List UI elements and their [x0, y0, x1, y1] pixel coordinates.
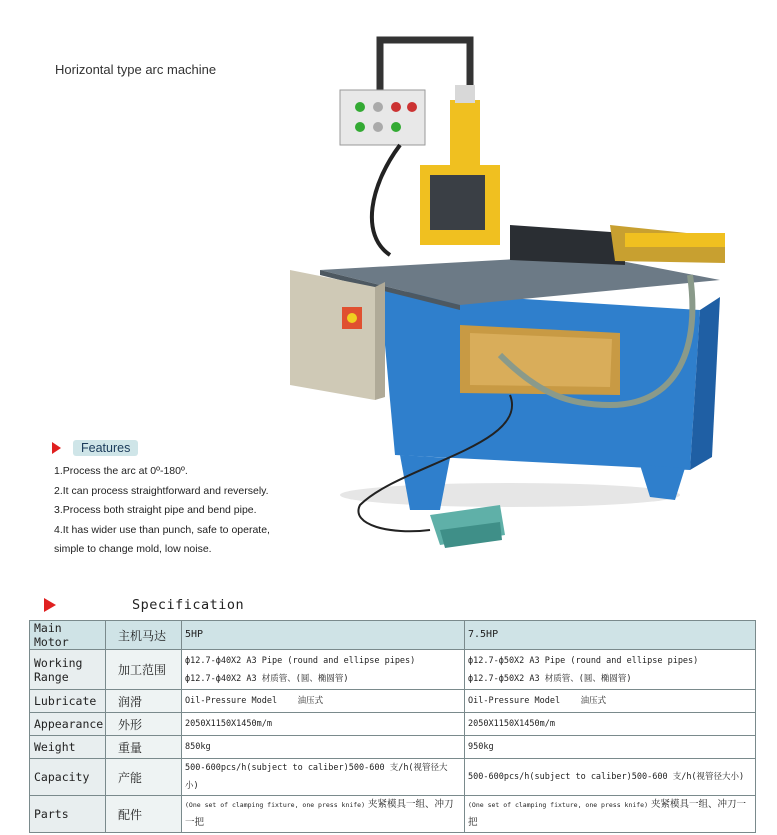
play-arrow-icon — [44, 598, 56, 612]
spec-label-en: Appearance — [30, 713, 106, 736]
specification-table — [29, 620, 756, 833]
spec-parts-cn: 夹紧模具一组、冲刀一把 — [468, 799, 747, 828]
spec-value-model-2: 2050X1150X1450m/m — [465, 713, 756, 736]
table-row — [30, 713, 756, 736]
spec-label-en: Capacity — [30, 759, 106, 796]
spec-value-model-1 — [182, 650, 465, 690]
spec-line: ф12.7-ф50X2 A3 材质管、(圆、椭圆管) — [468, 673, 632, 684]
table-row — [30, 621, 756, 650]
table-row — [30, 796, 756, 833]
table-row — [30, 736, 756, 759]
features-label: Features — [73, 440, 138, 456]
spec-label-en: Working Range — [30, 650, 106, 690]
feature-item: 4.It has wider use than punch, safe to operate, — [54, 523, 270, 536]
spec-parts-en: (One set of clamping fixture, one press knife) — [185, 801, 366, 809]
spec-line: ф12.7-ф40X2 A3 Pipe (round and ellipse pipes) — [185, 655, 416, 666]
spec-label-en: Parts — [30, 796, 106, 833]
spec-label-cn: 外形 — [106, 713, 182, 736]
spec-value-model-1: 5HP — [182, 621, 465, 650]
features-header — [52, 440, 138, 456]
spec-value-model-1: 2050X1150X1450m/m — [182, 713, 465, 736]
spec-label-cn: 加工范围 — [106, 650, 182, 690]
spec-value-model-2: 500-600pcs/h(subject to caliber)500-600 支/h(视管径大小) — [465, 759, 756, 796]
machine-photo — [280, 25, 760, 555]
spec-label-cn: 主机马达 — [106, 621, 182, 650]
feature-item: 2.It can process straightforward and reversely. — [54, 484, 269, 497]
spec-parts-en: (One set of clamping fixture, one press knife) — [468, 801, 649, 809]
table-row — [30, 759, 756, 796]
spec-value-model-2 — [465, 796, 756, 833]
spec-value-model-1: 850kg — [182, 736, 465, 759]
table-row — [30, 690, 756, 713]
specification-header — [44, 597, 244, 613]
play-arrow-icon — [52, 442, 61, 454]
specification-label: Specification — [132, 597, 245, 613]
feature-item: 1.Process the arc at 0º-180º. — [54, 465, 188, 477]
spec-label-cn: 配件 — [106, 796, 182, 833]
spec-line: ф12.7-ф50X2 A3 Pipe (round and ellipse pipes) — [468, 655, 699, 666]
spec-value-model-1: 500-600pcs/h(subject to caliber)500-600 支/h(视管径大小) — [182, 759, 465, 796]
table-row — [30, 650, 756, 690]
spec-value-model-2: 950kg — [465, 736, 756, 759]
spec-label-cn: 产能 — [106, 759, 182, 796]
spec-label-en: Lubricate — [30, 690, 106, 713]
spec-label-en: Weight — [30, 736, 106, 759]
spec-label-cn: 重量 — [106, 736, 182, 759]
spec-label-en: Main Motor — [30, 621, 106, 650]
spec-parts-cn: 夹紧模具一组、冲刀一把 — [185, 799, 454, 828]
spec-label-cn: 润滑 — [106, 690, 182, 713]
spec-value-model-2 — [465, 650, 756, 690]
spec-value-model-2: Oil-Pressure Model 油压式 — [465, 690, 756, 713]
spec-value-model-1: Oil-Pressure Model 油压式 — [182, 690, 465, 713]
feature-item: simple to change mold, low noise. — [54, 543, 212, 555]
spec-value-model-2: 7.5HP — [465, 621, 756, 650]
page-title: Horizontal type arc machine — [55, 62, 217, 77]
spec-line: ф12.7-ф40X2 A3 材质管、(圆、椭圆管) — [185, 673, 349, 684]
spec-value-model-1 — [182, 796, 465, 833]
feature-item: 3.Process both straight pipe and bend pipe. — [54, 504, 257, 516]
features-list — [54, 462, 270, 560]
